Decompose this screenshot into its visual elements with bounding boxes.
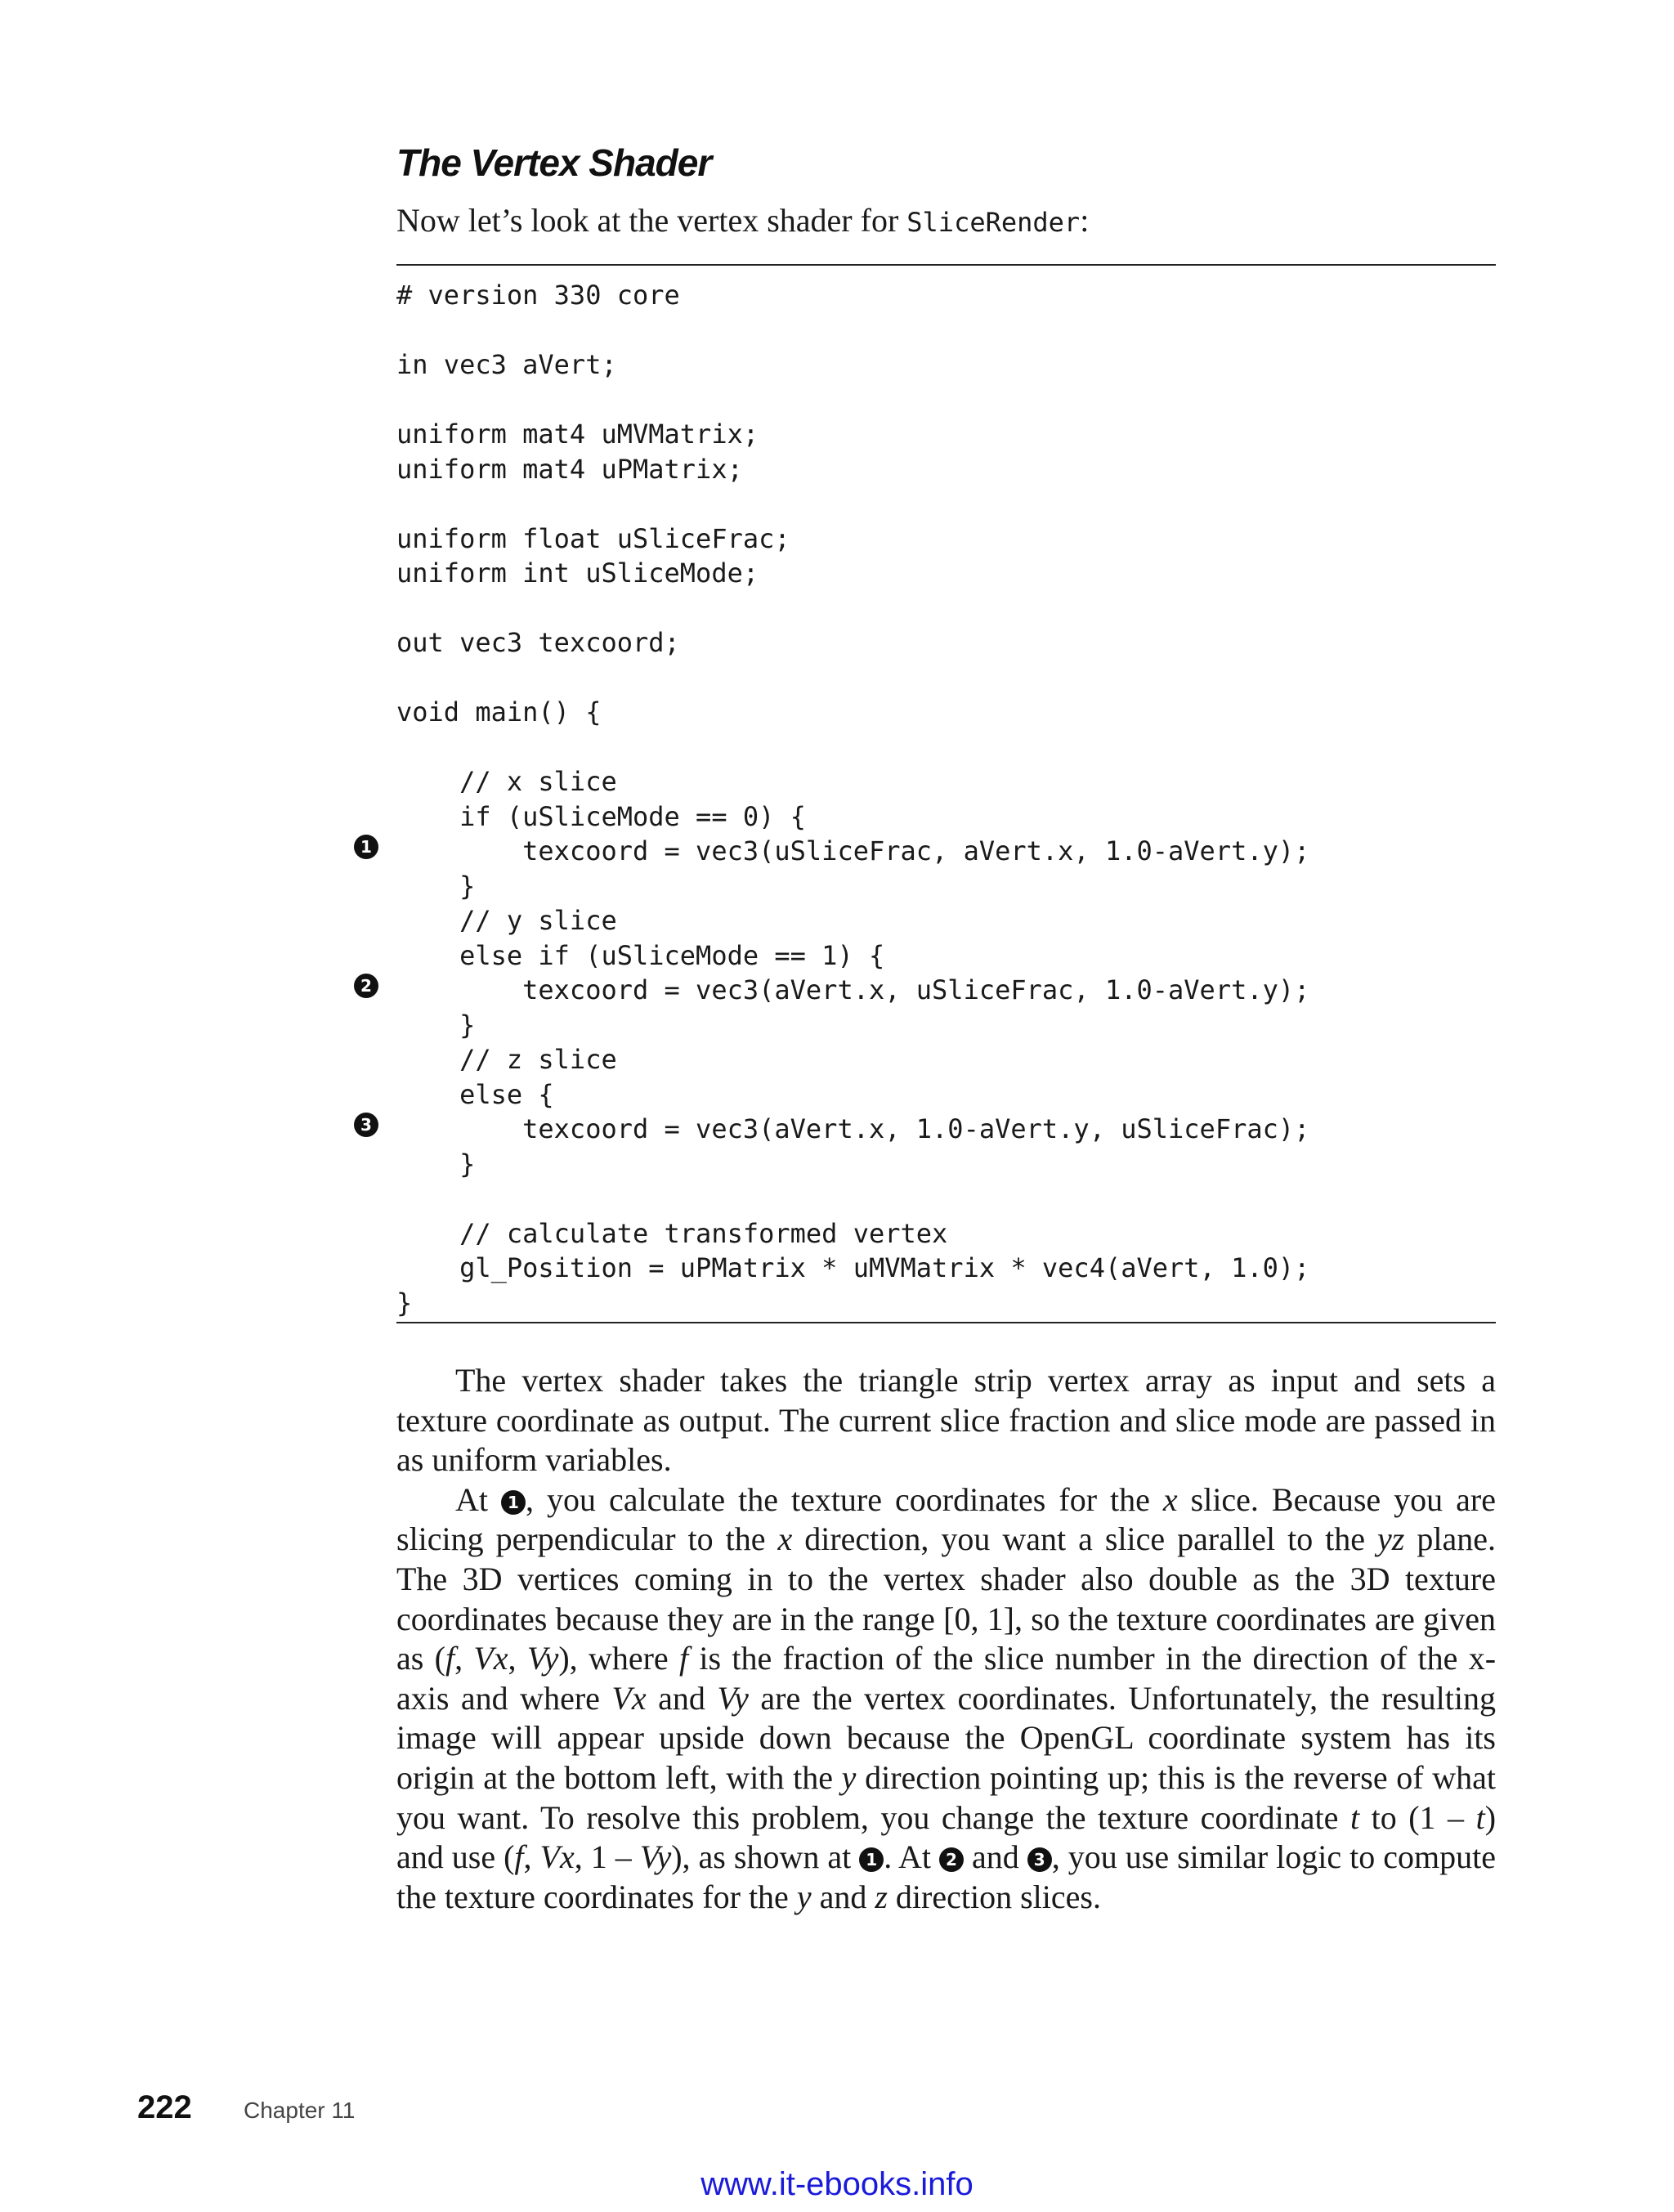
italic-run: Vy [717, 1679, 749, 1717]
code-line: } [396, 1009, 476, 1041]
intro-code: SliceRender [906, 207, 1081, 238]
watermark-link[interactable]: www.it-ebooks.info [700, 2166, 974, 2202]
text-run: are the vertex coordinates. Unfortunately, the resulting image will appear upside down because the OpenGL coordinate system has its origin at the bottom left, with the [396, 1679, 1497, 1796]
inline-marker-2: 2 [939, 1847, 964, 1872]
callout-marker-3: 3 [354, 1113, 378, 1137]
code-listing [396, 278, 1309, 1320]
callout-marker-1: 1 [354, 835, 378, 859]
italic-run: yz [1377, 1520, 1405, 1558]
code-line [396, 730, 1309, 765]
text-run: , [454, 1640, 474, 1677]
text-run: ), as shown at [671, 1838, 860, 1876]
code-line: else if (uSliceMode == 1) { [396, 939, 885, 971]
code-line: uniform float uSliceFrac; [396, 522, 790, 554]
text-run: is the fraction of the slice number in the direction of the x-axis and where [396, 1640, 1497, 1717]
callout-marker-2: 2 [354, 974, 378, 998]
code-line [396, 383, 1309, 418]
code-line: } [396, 1287, 413, 1319]
inline-marker-1: 1 [501, 1490, 526, 1515]
italic-run: Vx [539, 1838, 575, 1876]
intro-sentence [396, 201, 1089, 240]
text-run: , [523, 1838, 540, 1876]
text-run: . At [884, 1838, 939, 1876]
code-line: // calculate transformed vertex [396, 1217, 948, 1249]
code-line: // z slice [396, 1044, 617, 1075]
code-bottom-rule [396, 1322, 1496, 1323]
code-line [396, 591, 1309, 626]
text-run: plane. The 3D vertices coming in to the vertex shader also double as the 3D texture coordinates because they are in the range [0, 1], so the texture coordinates are given as ( [396, 1520, 1496, 1677]
italic-run: f [514, 1838, 524, 1876]
code-line: texcoord = vec3(aVert.x, 1.0-aVert.y, uSliceFrac); [396, 1113, 1310, 1144]
italic-run: z [875, 1878, 888, 1915]
code-line: // x slice [396, 766, 617, 797]
text-run: , you use similar logic to compute the texture coordinates for the [396, 1838, 1497, 1915]
text-run: , 1 – [574, 1838, 640, 1876]
text-run: direction pointing up; this is the reverse of what you want. To resolve this problem, you change the texture coordinate [396, 1758, 1496, 1836]
italic-run: Vy [526, 1640, 559, 1677]
code-line: void main() { [396, 696, 602, 728]
code-line: } [396, 1148, 476, 1180]
code-line: else { [396, 1078, 554, 1110]
text-run: and [811, 1878, 875, 1915]
italic-run: Vx [611, 1679, 647, 1717]
italic-run: y [796, 1878, 812, 1915]
italic-run: x [777, 1520, 793, 1558]
text-run: ) and use ( [396, 1798, 1497, 1876]
code-line: uniform int uSliceMode; [396, 557, 759, 589]
body-text [396, 1361, 1496, 1917]
italic-run: f [678, 1640, 689, 1677]
intro-end: : [1080, 202, 1090, 239]
italic-run: Vy [639, 1838, 672, 1876]
code-line: // y slice [396, 905, 617, 936]
code-line: uniform mat4 uPMatrix; [396, 453, 743, 485]
italic-run: x [1162, 1480, 1178, 1518]
italic-run: t [1349, 1798, 1360, 1836]
text-run: At [455, 1480, 501, 1518]
inline-marker-1: 1 [859, 1847, 884, 1872]
code-line: in vec3 aVert; [396, 349, 617, 380]
text-run: , you calculate the texture coordinates for the [526, 1480, 1163, 1518]
inline-marker-3: 3 [1027, 1847, 1052, 1872]
code-top-rule [396, 264, 1496, 266]
paragraph-1: The vertex shader takes the triangle strip vertex array as input and sets a texture coordinate as output. The current slice fraction and slice mode are passed in as uniform variables. [396, 1362, 1496, 1479]
code-line: texcoord = vec3(uSliceFrac, aVert.x, 1.0-aVert.y); [396, 835, 1310, 866]
text-run: slice. Because you are slicing perpendicular to the [396, 1480, 1497, 1558]
italic-run: t [1475, 1798, 1485, 1836]
code-line: texcoord = vec3(aVert.x, uSliceFrac, 1.0-aVert.y); [396, 974, 1310, 1005]
code-line: out vec3 texcoord; [396, 627, 680, 658]
italic-run: Vx [473, 1640, 508, 1677]
text-run: to (1 – [1359, 1798, 1476, 1836]
page-number: 222 [137, 2089, 192, 2125]
text-run: direction, you want a slice parallel to the [792, 1520, 1378, 1558]
section-heading: The Vertex Shader [396, 141, 712, 184]
code-line: } [396, 870, 476, 902]
code-line [396, 1181, 1309, 1216]
italic-run: y [841, 1758, 857, 1796]
chapter-label: Chapter 11 [244, 2098, 356, 2123]
paragraph-2 [396, 1480, 1496, 1918]
code-line: # version 330 core [396, 280, 680, 311]
italic-run: f [445, 1640, 455, 1677]
code-line [396, 660, 1309, 696]
code-line [396, 486, 1309, 522]
text-run: ), where [558, 1640, 679, 1677]
text-run: and [646, 1679, 718, 1717]
code-line: gl_Position = uPMatrix * uMVMatrix * vec4(aVert, 1.0); [396, 1252, 1310, 1283]
code-line: if (uSliceMode == 0) { [396, 800, 806, 832]
intro-text: Now let’s look at the vertex shader for [396, 202, 907, 239]
text-run: direction slices. [887, 1878, 1101, 1915]
text-run: and [964, 1838, 1027, 1876]
code-line [396, 313, 1309, 348]
text-run: , [508, 1640, 527, 1677]
code-line: uniform mat4 uMVMatrix; [396, 419, 759, 450]
